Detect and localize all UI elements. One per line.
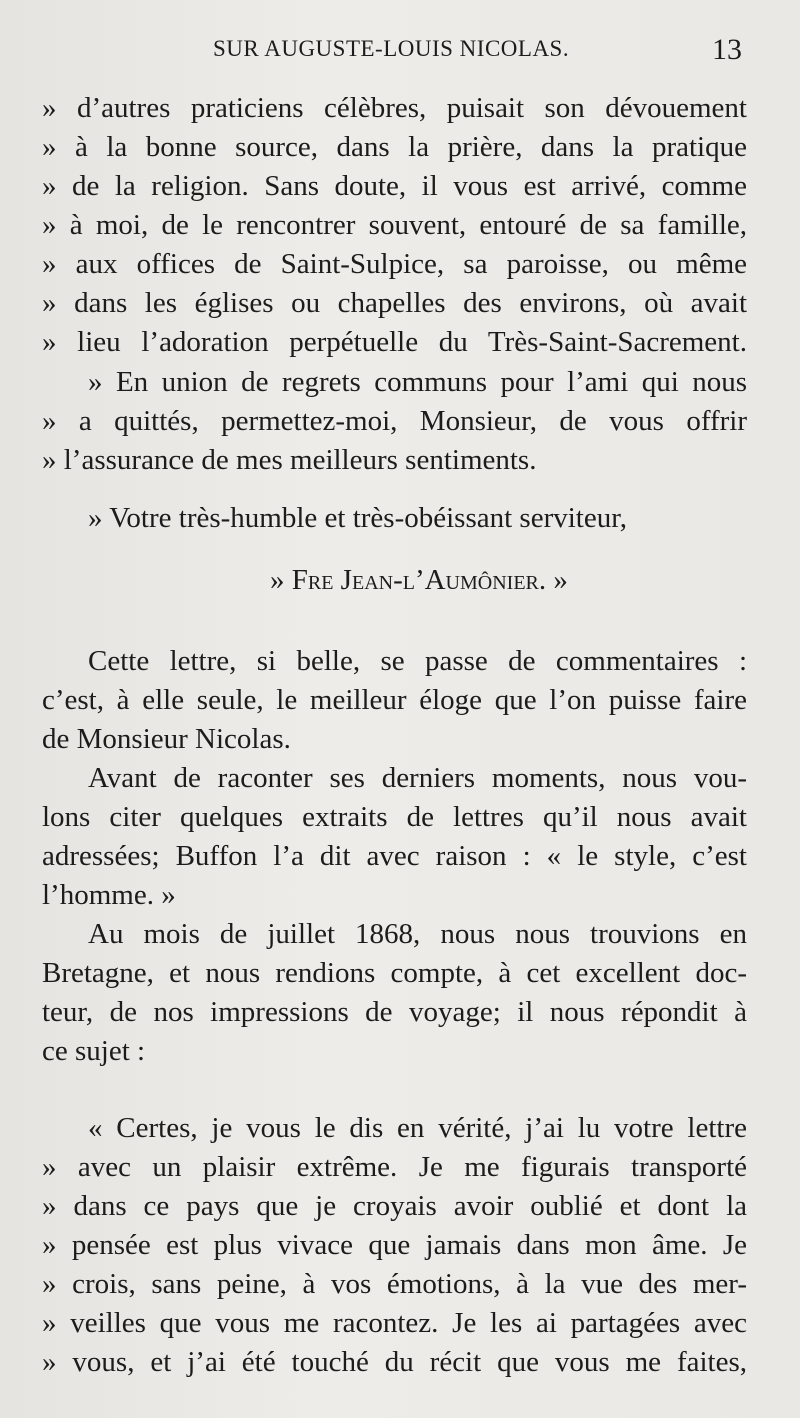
text-line: » avec un plaisir extrême. Je me figurais transporté xyxy=(42,1151,747,1183)
text-line: teur, de nos impressions de voyage; il nous répondit à xyxy=(42,996,747,1028)
text-line: Bretagne, et nous rendions compte, à cet excellent doc- xyxy=(42,957,747,989)
text-line: l’homme. » xyxy=(42,879,176,911)
text-line: » aux offices de Saint-Sulpice, sa paroisse, ou même xyxy=(42,248,747,280)
page-number: 13 xyxy=(712,33,742,66)
text-line: » lieu l’adoration perpétuelle du Très-Saint-Sacrement. xyxy=(42,326,747,358)
text-line: » Votre très-humble et très-obéissant serviteur, xyxy=(88,502,627,534)
text-line: » dans les églises ou chapelles des environs, où avait xyxy=(42,287,747,319)
text-line: » d’autres praticiens célèbres, puisait son dévouement xyxy=(42,92,747,124)
text-line: de Monsieur Nicolas. xyxy=(42,723,291,755)
text-line: » veilles que vous me racontez. Je les ai partagées avec xyxy=(42,1307,747,1339)
text-line: » dans ce pays que je croyais avoir oublié et dont la xyxy=(42,1190,747,1222)
text-line: » de la religion. Sans doute, il vous est arrivé, comme xyxy=(42,170,747,202)
text-line: Au mois de juillet 1868, nous nous trouvions en xyxy=(88,918,747,950)
signature-line: » Fre Jean-l’Aumônier. » xyxy=(270,564,568,596)
text-line: » l’assurance de mes meilleurs sentiments. xyxy=(42,444,537,476)
text-line: » En union de regrets communs pour l’ami qui nous xyxy=(88,366,747,398)
text-line: ce sujet : xyxy=(42,1035,146,1067)
text-line: adressées; Buffon l’a dit avec raison : « le style, c’est xyxy=(42,840,747,872)
text-line: Cette lettre, si belle, se passe de commentaires : xyxy=(88,645,747,677)
running-title: SUR AUGUSTE-LOUIS NICOLAS. xyxy=(213,36,570,61)
text-line: » à moi, de le rencontrer souvent, entouré de sa famille, xyxy=(42,209,747,241)
text-line: » à la bonne source, dans la prière, dans la pratique xyxy=(42,131,747,163)
text-line: lons citer quelques extraits de lettres qu’il nous avait xyxy=(42,801,747,833)
text-line: Avant de raconter ses derniers moments, nous vou- xyxy=(88,762,747,794)
text-line: » vous, et j’ai été touché du récit que vous me faites, xyxy=(42,1346,747,1378)
page-header xyxy=(0,33,800,70)
text-line: » crois, sans peine, à vos émotions, à la vue des mer- xyxy=(42,1268,747,1300)
text-line: » pensée est plus vivace que jamais dans mon âme. Je xyxy=(42,1229,747,1261)
text-line: c’est, à elle seule, le meilleur éloge que l’on puisse faire xyxy=(42,684,747,716)
text-line: « Certes, je vous le dis en vérité, j’ai lu votre lettre xyxy=(88,1112,747,1144)
text-line: » a quittés, permettez-moi, Monsieur, de vous offrir xyxy=(42,405,747,437)
